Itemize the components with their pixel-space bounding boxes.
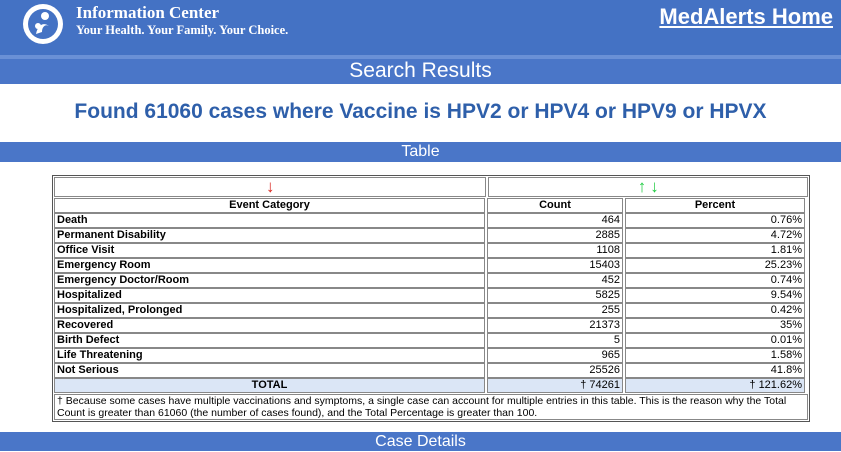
table-footnote: † Because some cases have multiple vaccinations and symptoms, a single case can account for multiple entries in this table. This is the reason why the Total Count is greater than 61060 (the number of cases found), and the Total Percentage is greater than 100.	[54, 394, 808, 420]
table-header-row	[53, 198, 809, 213]
table-row	[53, 303, 809, 318]
percent-cell: 1.81%	[625, 243, 805, 258]
sort-controls-row	[53, 176, 809, 198]
event-category-cell: Emergency Room	[54, 258, 485, 273]
medalerts-home-link[interactable]: MedAlerts Home	[659, 4, 833, 29]
category-sort-cell	[54, 177, 486, 197]
count-cell: 15403	[487, 258, 623, 273]
percent-cell: 0.76%	[625, 213, 805, 228]
table-section-title: Table	[0, 142, 841, 162]
event-category-cell: Death	[54, 213, 485, 228]
table-row	[53, 288, 809, 303]
found-cases-heading: Found 61060 cases where Vaccine is HPV2 or HPV4 or HPV9 or HPVX	[74, 100, 767, 123]
count-cell: 2885	[487, 228, 623, 243]
table-row	[53, 348, 809, 363]
brand-tagline: Your Health. Your Family. Your Choice.	[76, 23, 289, 37]
count-cell: 1108	[487, 243, 623, 258]
event-category-cell: Permanent Disability	[54, 228, 485, 243]
percent-cell: 9.54%	[625, 288, 805, 303]
total-row	[53, 378, 809, 393]
percent-cell: 0.74%	[625, 273, 805, 288]
brand-title: Information Center	[76, 3, 220, 22]
count-cell: 25526	[487, 363, 623, 378]
event-category-cell: Life Threatening	[54, 348, 485, 363]
percent-cell: 1.58%	[625, 348, 805, 363]
percent-cell: 41.8%	[625, 363, 805, 378]
info-center-logo-icon[interactable]	[18, 2, 68, 46]
count-cell: 452	[487, 273, 623, 288]
total-percent: † 121.62%	[625, 378, 805, 393]
percent-cell: 4.72%	[625, 228, 805, 243]
sort-ascending-icon[interactable]: ↑	[637, 177, 647, 196]
percent-cell: 0.42%	[625, 303, 805, 318]
column-header-event-category: Event Category	[54, 198, 485, 213]
event-category-cell: Emergency Doctor/Room	[54, 273, 485, 288]
total-count: † 74261	[487, 378, 623, 393]
table-body	[53, 213, 809, 378]
event-category-cell: Not Serious	[54, 363, 485, 378]
table-row	[53, 228, 809, 243]
percent-cell: 0.01%	[625, 333, 805, 348]
event-category-cell: Office Visit	[54, 243, 485, 258]
count-cell: 464	[487, 213, 623, 228]
table-row	[53, 258, 809, 273]
count-cell: 5825	[487, 288, 623, 303]
column-header-count: Count	[487, 198, 623, 213]
count-cell: 255	[487, 303, 623, 318]
column-header-percent: Percent	[625, 198, 805, 213]
table-row	[53, 333, 809, 348]
percent-cell: 25.23%	[625, 258, 805, 273]
count-cell: 5	[487, 333, 623, 348]
table-row	[53, 273, 809, 288]
table-row	[53, 318, 809, 333]
event-category-cell: Recovered	[54, 318, 485, 333]
table-row	[53, 213, 809, 228]
count-sort-cell	[488, 177, 808, 197]
table-row	[53, 363, 809, 378]
table-row	[53, 243, 809, 258]
event-category-cell: Birth Defect	[54, 333, 485, 348]
sort-descending-icon[interactable]: ↓	[650, 177, 659, 196]
search-results-title: Search Results	[0, 59, 841, 84]
event-category-cell: Hospitalized, Prolonged	[54, 303, 485, 318]
count-cell: 21373	[487, 318, 623, 333]
count-cell: 965	[487, 348, 623, 363]
sort-descending-icon[interactable]: ↓	[265, 177, 275, 196]
event-category-cell: Hospitalized	[54, 288, 485, 303]
event-category-table	[52, 175, 810, 422]
total-label: TOTAL	[54, 378, 485, 393]
case-details-section-title: Case Details	[0, 432, 841, 451]
percent-cell: 35%	[625, 318, 805, 333]
site-header	[0, 0, 841, 55]
